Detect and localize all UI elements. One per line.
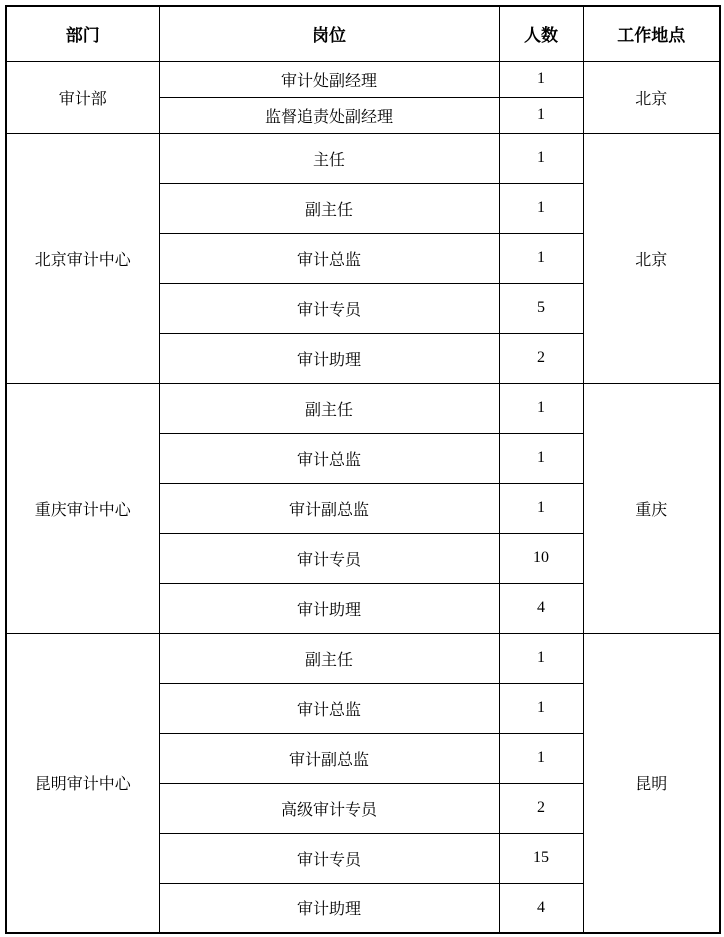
department-cell: 重庆审计中心 (6, 383, 159, 633)
headcount-cell: 2 (499, 333, 583, 383)
location-cell: 重庆 (583, 383, 720, 633)
headcount-cell: 2 (499, 783, 583, 833)
position-cell: 主任 (159, 133, 499, 183)
headcount-cell: 1 (499, 683, 583, 733)
department-cell: 审计部 (6, 61, 159, 133)
header-count: 人数 (499, 6, 583, 61)
headcount-cell: 4 (499, 583, 583, 633)
location-cell: 北京 (583, 133, 720, 383)
position-cell: 审计总监 (159, 433, 499, 483)
recruitment-table (5, 5, 721, 934)
headcount-cell: 10 (499, 533, 583, 583)
position-cell: 审计专员 (159, 283, 499, 333)
position-cell: 审计专员 (159, 533, 499, 583)
position-cell: 副主任 (159, 383, 499, 433)
header-location: 工作地点 (583, 6, 720, 61)
location-cell: 北京 (583, 61, 720, 133)
position-cell: 高级审计专员 (159, 783, 499, 833)
position-cell: 审计助理 (159, 583, 499, 633)
position-cell: 审计助理 (159, 883, 499, 933)
headcount-cell: 1 (499, 133, 583, 183)
headcount-cell: 1 (499, 97, 583, 133)
table-row (6, 383, 720, 433)
headcount-cell: 5 (499, 283, 583, 333)
position-cell: 审计副总监 (159, 733, 499, 783)
table-header-row (6, 6, 720, 61)
position-cell: 监督追责处副经理 (159, 97, 499, 133)
table-row (6, 633, 720, 683)
header-department: 部门 (6, 6, 159, 61)
headcount-cell: 15 (499, 833, 583, 883)
position-cell: 审计处副经理 (159, 61, 499, 97)
location-cell: 昆明 (583, 633, 720, 933)
position-cell: 副主任 (159, 183, 499, 233)
headcount-cell: 1 (499, 633, 583, 683)
headcount-cell: 4 (499, 883, 583, 933)
position-cell: 审计专员 (159, 833, 499, 883)
headcount-cell: 1 (499, 183, 583, 233)
department-cell: 北京审计中心 (6, 133, 159, 383)
department-cell: 昆明审计中心 (6, 633, 159, 933)
headcount-cell: 1 (499, 233, 583, 283)
position-cell: 审计总监 (159, 233, 499, 283)
position-cell: 审计副总监 (159, 483, 499, 533)
headcount-cell: 1 (499, 433, 583, 483)
headcount-cell: 1 (499, 383, 583, 433)
position-cell: 副主任 (159, 633, 499, 683)
table-row (6, 61, 720, 97)
position-cell: 审计总监 (159, 683, 499, 733)
headcount-cell: 1 (499, 61, 583, 97)
position-cell: 审计助理 (159, 333, 499, 383)
header-position: 岗位 (159, 6, 499, 61)
table-row (6, 133, 720, 183)
headcount-cell: 1 (499, 483, 583, 533)
headcount-cell: 1 (499, 733, 583, 783)
